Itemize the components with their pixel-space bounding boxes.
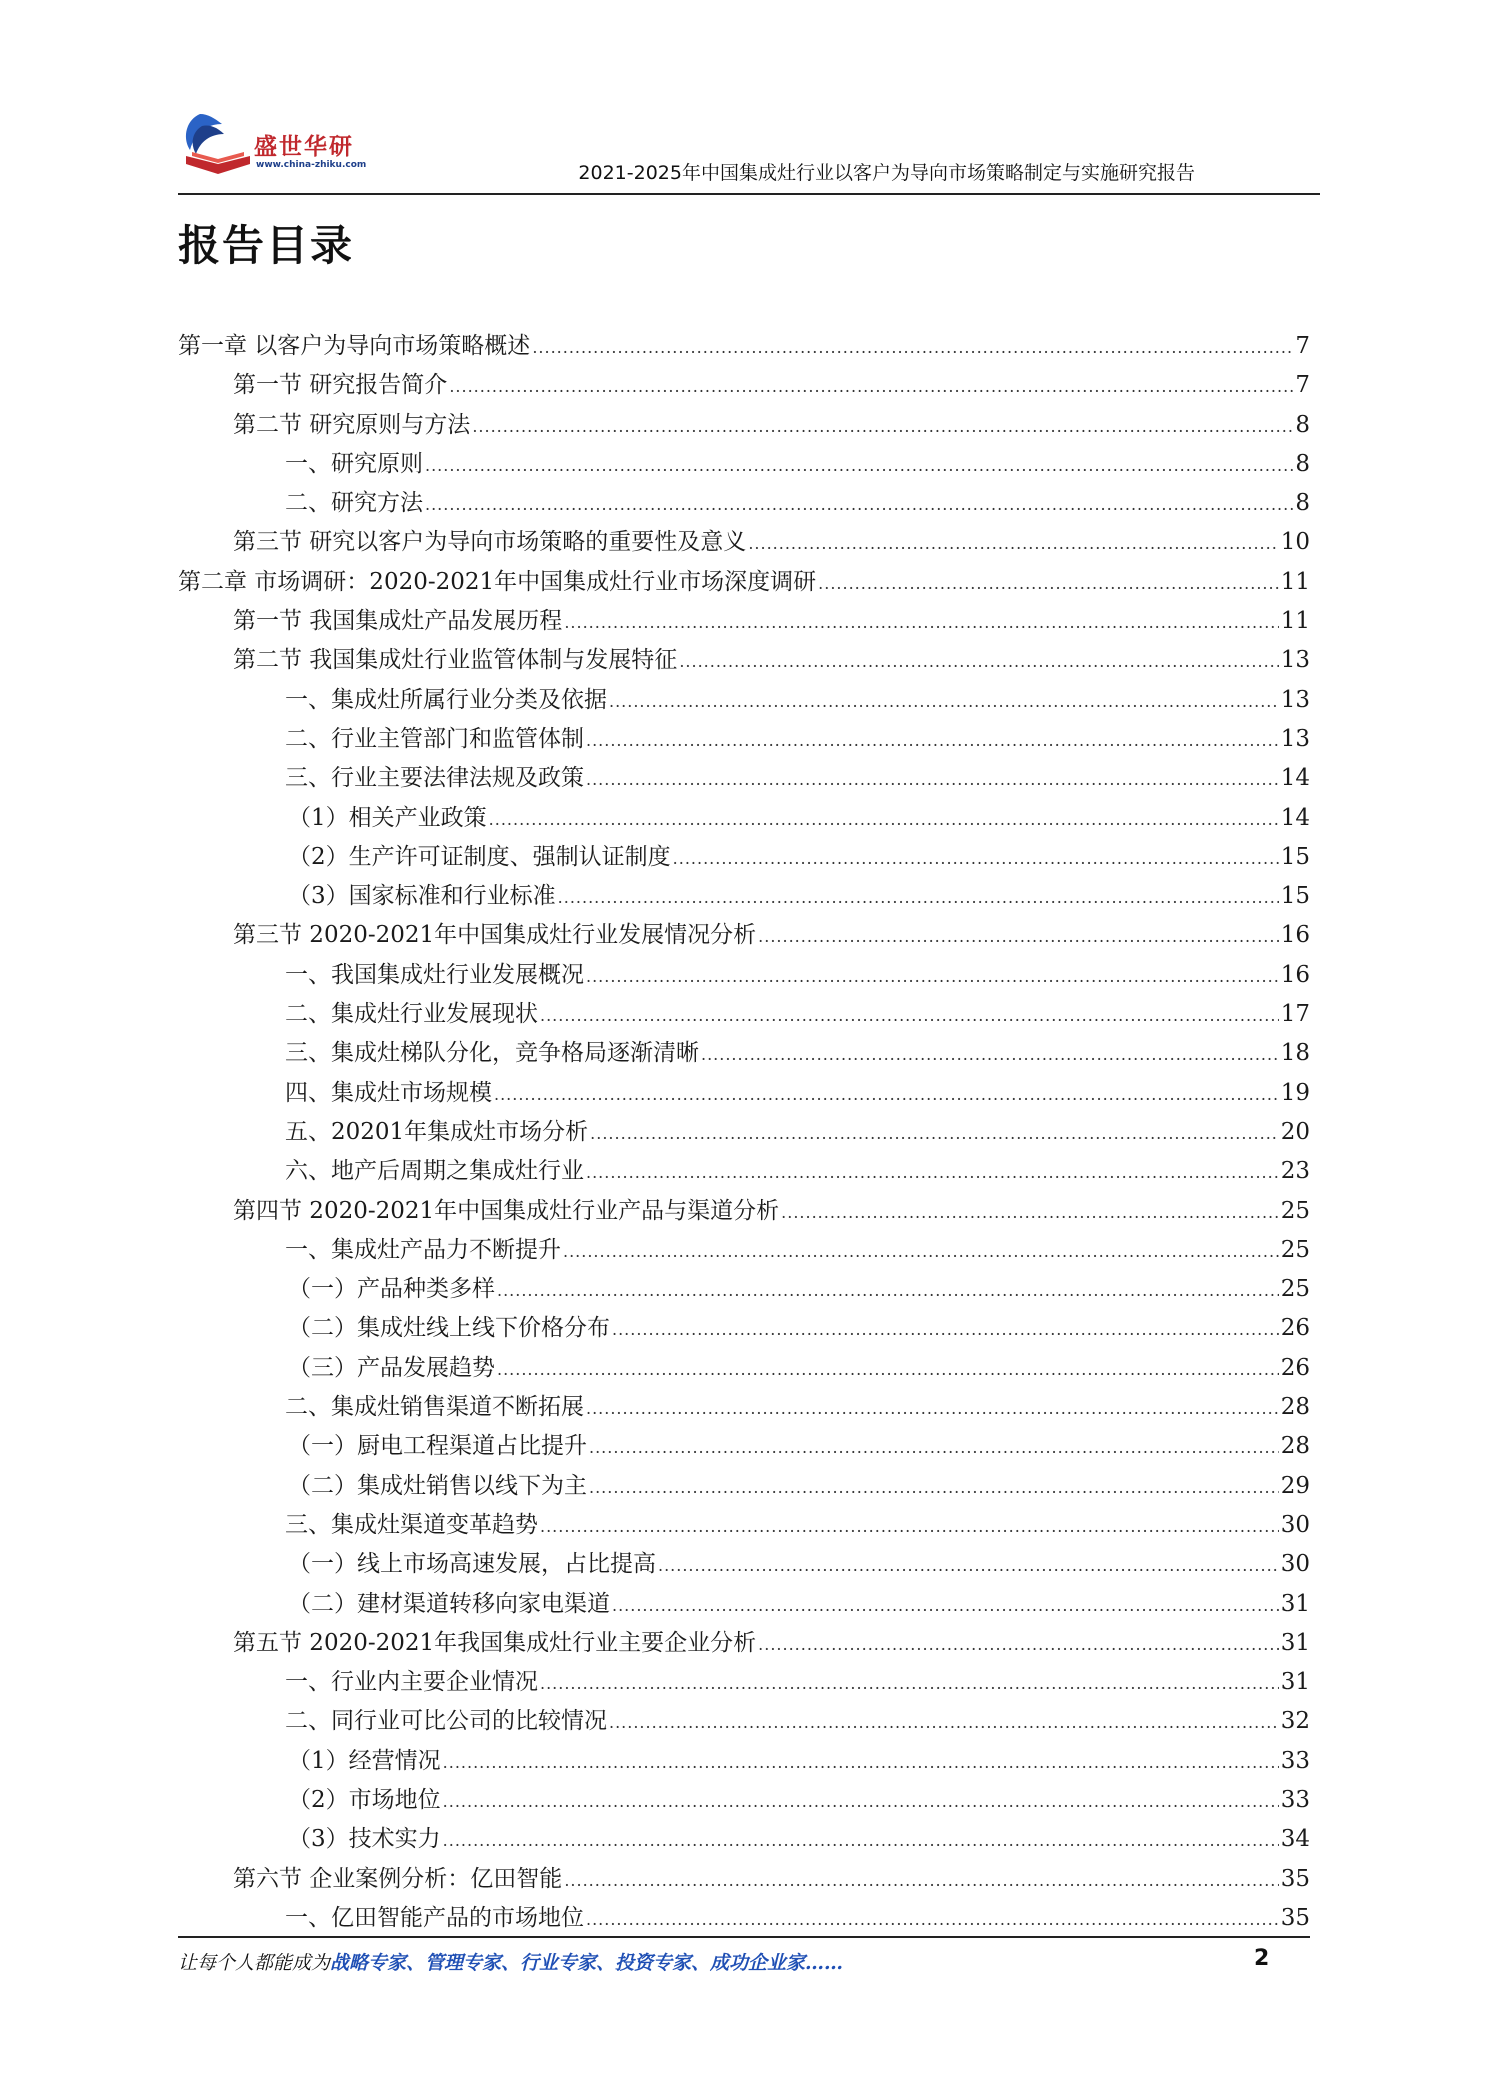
toc-entry[interactable] — [178, 1506, 1310, 1545]
toc-entry-title: （二）集成灶销售以线下为主 — [288, 1472, 587, 1499]
toc-entry-page: 14 — [1280, 804, 1310, 831]
toc-leader-dots — [443, 1753, 1279, 1772]
brand-logo — [178, 104, 388, 184]
toc-entry-page: 18 — [1280, 1040, 1310, 1067]
toc-entry-page: 30 — [1280, 1511, 1310, 1538]
toc-entry-title: 一、集成灶所属行业分类及依据 — [285, 686, 607, 713]
toc-entry-title: 三、行业主要法律法规及政策 — [285, 765, 584, 792]
toc-entry-page: 20 — [1280, 1118, 1310, 1145]
toc-entry-title: （二）建材渠道转移向家电渠道 — [288, 1590, 610, 1617]
toc-entry-page: 8 — [1295, 490, 1310, 517]
toc-entry-title: （三）产品发展趋势 — [288, 1354, 495, 1381]
toc-entry[interactable] — [178, 1545, 1310, 1584]
toc-entry-page: 35 — [1280, 1904, 1310, 1931]
toc-entry[interactable] — [178, 406, 1310, 445]
toc-entry-page: 34 — [1280, 1826, 1310, 1853]
toc-entry-title: （1）相关产业政策 — [288, 804, 487, 831]
toc-leader-dots — [679, 652, 1278, 671]
toc-entry[interactable] — [178, 484, 1310, 523]
toc-entry[interactable] — [178, 720, 1310, 759]
toc-leader-dots — [586, 967, 1279, 986]
toc-leader-dots — [781, 1203, 1279, 1222]
toc-entry-title: （3）国家标准和行业标准 — [288, 883, 556, 910]
toc-entry-page: 10 — [1280, 529, 1310, 556]
toc-entry-title: 第三节 2020-2021年中国集成灶行业发展情况分析 — [233, 922, 757, 949]
toc-leader-dots — [449, 377, 1293, 396]
toc-entry-page: 25 — [1280, 1197, 1310, 1224]
report-title: 2021-2025年中国集成灶行业以客户为导向市场策略制定与实施研究报告 — [578, 162, 1195, 184]
toc-entry[interactable] — [178, 445, 1310, 484]
toc-entry-page: 31 — [1280, 1669, 1310, 1696]
toc-entry-title: （1）经营情况 — [288, 1747, 441, 1774]
toc-entry-title: 二、同行业可比公司的比较情况 — [285, 1708, 607, 1735]
toc-entry-page: 7 — [1295, 372, 1310, 399]
toc-entry-page: 25 — [1280, 1236, 1310, 1263]
toc-entry[interactable] — [178, 602, 1310, 641]
toc-entry-page: 25 — [1280, 1276, 1310, 1303]
toc-entry[interactable] — [178, 799, 1310, 838]
toc-leader-dots — [589, 1438, 1279, 1457]
toc-entry[interactable] — [178, 877, 1310, 916]
toc-entry[interactable] — [178, 1309, 1310, 1348]
toc-entry[interactable] — [178, 1231, 1310, 1270]
brand-name: 盛世华研 — [254, 134, 354, 160]
toc-entry-title: 一、研究原则 — [285, 450, 423, 477]
toc-leader-dots — [497, 1281, 1279, 1300]
toc-leader-dots — [609, 692, 1279, 711]
toc-entry-title: 一、集成灶产品力不断提升 — [285, 1236, 561, 1263]
toc-leader-dots — [425, 456, 1293, 475]
toc-entry-page: 17 — [1280, 1001, 1310, 1028]
table-of-contents — [178, 327, 1310, 1938]
toc-leader-dots — [497, 1360, 1279, 1379]
toc-entry-title: 第三节 研究以客户为导向市场策略的重要性及意义 — [233, 529, 747, 556]
toc-entry-page: 30 — [1280, 1551, 1310, 1578]
toc-entry[interactable] — [178, 956, 1310, 995]
toc-entry-title: 一、行业内主要企业情况 — [285, 1669, 538, 1696]
toc-entry[interactable] — [178, 1820, 1310, 1859]
toc-entry-page: 32 — [1280, 1708, 1310, 1735]
toc-entry-page: 8 — [1295, 450, 1310, 477]
toc-entry-title: 第二章 市场调研：2020-2021年中国集成灶行业市场深度调研 — [178, 568, 817, 595]
toc-entry-page: 33 — [1280, 1747, 1310, 1774]
toc-entry-title: 三、集成灶梯队分化，竞争格局逐渐清晰 — [285, 1040, 699, 1067]
toc-entry[interactable] — [178, 759, 1310, 798]
toc-entry-title: 二、集成灶销售渠道不断拓展 — [285, 1394, 584, 1421]
toc-entry-page: 8 — [1295, 411, 1310, 438]
toc-leader-dots — [443, 1831, 1279, 1850]
toc-entry-title: 第一节 我国集成灶产品发展历程 — [233, 608, 563, 635]
toc-leader-dots — [673, 849, 1279, 868]
toc-leader-dots — [443, 1792, 1279, 1811]
toc-entry-title: 第四节 2020-2021年中国集成灶行业产品与渠道分析 — [233, 1197, 780, 1224]
slogan-lead: 让每个人都能成为 — [178, 1952, 331, 1974]
toc-leader-dots — [532, 338, 1293, 357]
toc-entry-page: 16 — [1280, 961, 1310, 988]
toc-entry-title: 第一章 以客户为导向市场策略概述 — [178, 333, 531, 359]
toc-entry[interactable] — [178, 1152, 1310, 1191]
toc-entry-title: 第六节 企业案例分析：亿田智能 — [233, 1865, 563, 1892]
toc-leader-dots — [540, 1517, 1279, 1536]
toc-entry-page: 33 — [1280, 1786, 1310, 1813]
toc-leader-dots — [472, 417, 1293, 436]
toc-entry[interactable] — [178, 681, 1310, 720]
toc-leader-dots — [586, 1910, 1279, 1929]
toc-leader-dots — [586, 1399, 1279, 1418]
toc-entry[interactable] — [178, 1270, 1310, 1309]
slogan-highlight: 战略专家、管理专家、行业专家、投资专家、成功企业家…… — [330, 1952, 844, 1974]
toc-entry-page: 15 — [1280, 843, 1310, 870]
toc-entry-title: （一）产品种类多样 — [288, 1276, 495, 1303]
toc-entry-title: 二、行业主管部门和监管体制 — [285, 725, 584, 752]
toc-leader-dots — [609, 1713, 1279, 1732]
toc-entry-page: 26 — [1280, 1315, 1310, 1342]
toc-entry-title: （一）厨电工程渠道占比提升 — [288, 1433, 587, 1460]
toc-entry[interactable] — [178, 1034, 1310, 1073]
toc-leader-dots — [758, 1635, 1279, 1654]
toc-entry[interactable] — [178, 1467, 1310, 1506]
toc-leader-dots — [612, 1320, 1279, 1339]
toc-entry-page: 26 — [1280, 1354, 1310, 1381]
toc-leader-dots — [540, 1674, 1279, 1693]
toc-entry-page: 31 — [1280, 1590, 1310, 1617]
toc-entry[interactable] — [178, 1860, 1310, 1899]
toc-entry-page: 28 — [1280, 1433, 1310, 1460]
toc-entry-page: 13 — [1280, 647, 1310, 674]
toc-entry-page: 16 — [1280, 922, 1310, 949]
toc-leader-dots — [586, 770, 1279, 789]
toc-leader-dots — [489, 810, 1279, 829]
toc-entry[interactable] — [178, 838, 1310, 877]
toc-leader-dots — [586, 731, 1279, 750]
toc-leader-dots — [564, 1871, 1278, 1890]
page-number: 2 — [1254, 1946, 1270, 1971]
toc-entry-title: 四、集成灶市场规模 — [285, 1079, 492, 1106]
toc-entry-title: 二、集成灶行业发展现状 — [285, 1001, 538, 1028]
toc-entry[interactable] — [178, 1624, 1310, 1663]
toc-entry-page: 7 — [1295, 333, 1310, 359]
toc-leader-dots — [701, 1045, 1279, 1064]
toc-entry[interactable] — [178, 366, 1310, 405]
toc-leader-dots — [748, 534, 1278, 553]
toc-entry-page: 28 — [1280, 1394, 1310, 1421]
toc-entry-page: 31 — [1280, 1629, 1310, 1656]
toc-entry-page: 13 — [1280, 686, 1310, 713]
toc-entry[interactable] — [178, 916, 1310, 955]
toc-entry[interactable] — [178, 641, 1310, 680]
toc-entry[interactable] — [178, 1192, 1310, 1231]
toc-entry-title: 第二节 我国集成灶行业监管体制与发展特征 — [233, 647, 678, 674]
footer-slogan — [178, 1948, 843, 1975]
toc-entry-title: 第五节 2020-2021年我国集成灶行业主要企业分析 — [233, 1629, 757, 1656]
toc-entry[interactable] — [178, 995, 1310, 1034]
toc-entry-title: （2）生产许可证制度、强制认证制度 — [288, 843, 671, 870]
toc-leader-dots — [586, 1163, 1279, 1182]
toc-leader-dots — [612, 1596, 1279, 1615]
toc-entry[interactable] — [178, 1113, 1310, 1152]
toc-leader-dots — [425, 495, 1293, 514]
toc-entry-page: 11 — [1280, 608, 1310, 635]
toc-entry-title: 三、集成灶渠道变革趋势 — [285, 1511, 538, 1538]
toc-entry[interactable] — [178, 1074, 1310, 1113]
toc-entry-title: 六、地产后周期之集成灶行业 — [285, 1158, 584, 1185]
toc-leader-dots — [818, 574, 1279, 593]
toc-entry-title: （一）线上市场高速发展，占比提高 — [288, 1551, 656, 1578]
header-divider — [178, 193, 1320, 195]
toc-leader-dots — [563, 1242, 1279, 1261]
toc-entry-title: 一、亿田智能产品的市场地位 — [285, 1904, 584, 1931]
toc-leader-dots — [589, 1478, 1279, 1497]
toc-entry-title: （3）技术实力 — [288, 1826, 441, 1853]
toc-entry[interactable] — [178, 1742, 1310, 1781]
toc-leader-dots — [590, 1124, 1279, 1143]
toc-entry-title: 二、研究方法 — [285, 490, 423, 517]
toc-leader-dots — [558, 888, 1279, 907]
toc-entry[interactable] — [178, 523, 1310, 562]
toc-leader-dots — [564, 613, 1278, 632]
toc-entry[interactable] — [178, 1427, 1310, 1466]
toc-entry-page: 19 — [1280, 1079, 1310, 1106]
toc-entry[interactable] — [178, 1349, 1310, 1388]
toc-entry-title: （2）市场地位 — [288, 1786, 441, 1813]
toc-entry[interactable] — [178, 327, 1310, 366]
toc-entry-title: （二）集成灶线上线下价格分布 — [288, 1315, 610, 1342]
toc-entry[interactable] — [178, 1585, 1310, 1624]
toc-entry[interactable] — [178, 1702, 1310, 1741]
toc-entry-page: 11 — [1280, 568, 1310, 595]
toc-entry[interactable] — [178, 1781, 1310, 1820]
toc-leader-dots — [758, 927, 1279, 946]
toc-entry-page: 15 — [1280, 883, 1310, 910]
book-logo-icon — [178, 104, 258, 184]
toc-entry-page: 29 — [1280, 1472, 1310, 1499]
toc-leader-dots — [658, 1556, 1279, 1575]
toc-entry[interactable] — [178, 563, 1310, 602]
toc-entry-page: 14 — [1280, 765, 1310, 792]
brand-url: www.china-zhiku.com — [256, 160, 367, 170]
footer-divider — [178, 1936, 1310, 1938]
toc-entry[interactable] — [178, 1663, 1310, 1702]
page-title: 报告目录 — [178, 221, 355, 270]
toc-entry-page: 35 — [1280, 1865, 1310, 1892]
toc-entry[interactable] — [178, 1899, 1310, 1938]
toc-entry-title: 五、20201年集成灶市场分析 — [285, 1118, 589, 1145]
toc-entry-title: 第二节 研究原则与方法 — [233, 411, 471, 438]
toc-entry-title: 第一节 研究报告简介 — [233, 372, 448, 399]
toc-entry-page: 23 — [1280, 1158, 1310, 1185]
toc-entry-title: 一、我国集成灶行业发展概况 — [285, 961, 584, 988]
toc-entry-page: 13 — [1280, 725, 1310, 752]
toc-entry[interactable] — [178, 1388, 1310, 1427]
toc-leader-dots — [540, 1006, 1279, 1025]
toc-leader-dots — [494, 1085, 1279, 1104]
